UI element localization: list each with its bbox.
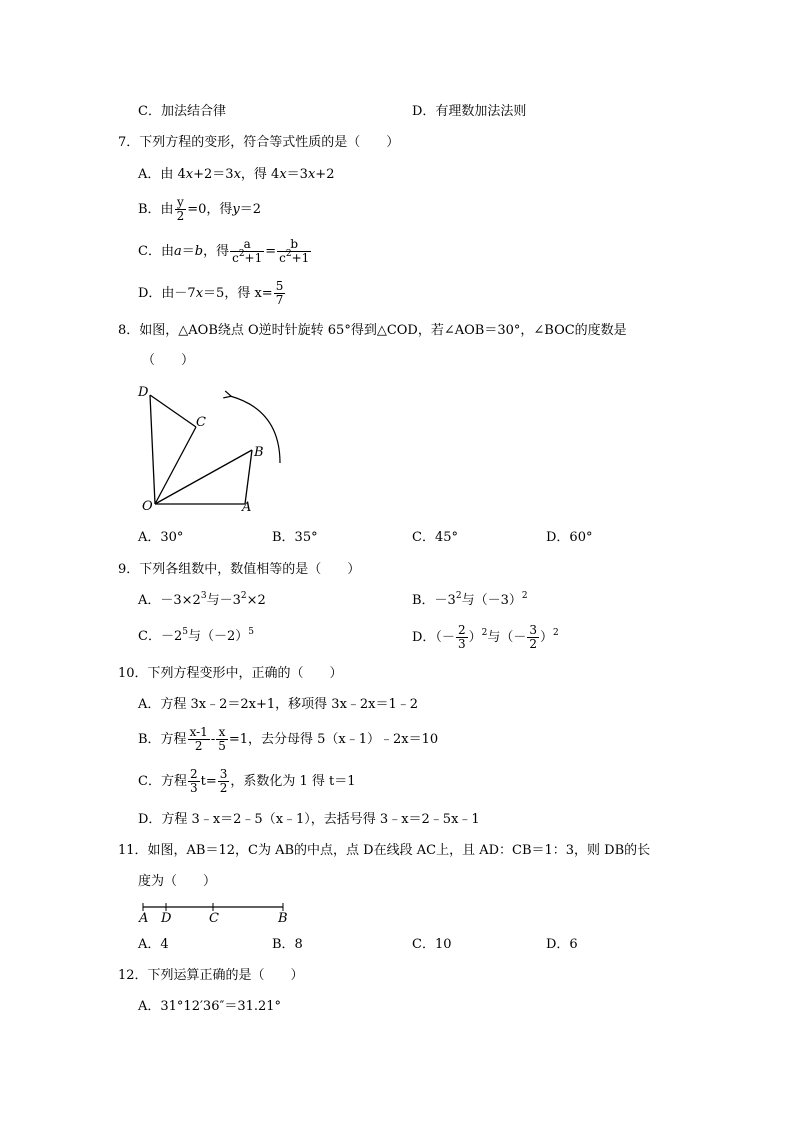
q8-stem-cont: （ ） bbox=[142, 353, 195, 368]
fraction: $\frac{2}{3}$ bbox=[189, 767, 198, 795]
label-b: B bbox=[254, 445, 264, 460]
q11-option-c: C．10 bbox=[412, 937, 452, 952]
q10-stem: 10．下列方程变形中，正确的（ ） bbox=[118, 666, 343, 681]
label-a: A bbox=[139, 911, 149, 926]
q11-option-b: B．8 bbox=[272, 937, 303, 952]
q11-stem-cont: 度为（ ） bbox=[138, 874, 217, 889]
q9-option-d: D．（－ $\frac{2}{3}$ ）$^2$与（－ $\frac{3}{2}$ ）$^2$ bbox=[412, 623, 559, 651]
q8-option-b: B．35° bbox=[272, 530, 318, 545]
fraction: $\frac{y}{2}$ bbox=[176, 195, 185, 223]
q7-option-c: C．由a＝b，得 $\frac{a}{c^2+1}$ = $\frac{b}{c^2+1}$ bbox=[138, 237, 310, 265]
segment-dc bbox=[150, 395, 196, 427]
q10-option-b: B．方程 $\frac{x-1}{2}$ - $\frac{x}{5}$ =1，去分母得 5（x﹣1）﹣2x＝10 bbox=[138, 725, 439, 753]
q10-option-c: C．方程 $\frac{2}{3}$ t= $\frac{3}{2}$ ，系数化为 1 得 t＝1 bbox=[138, 767, 356, 795]
label-c: C bbox=[209, 911, 219, 926]
fraction: $\frac{3}{2}$ bbox=[529, 623, 537, 651]
q11-option-a: A．4 bbox=[138, 937, 169, 952]
q11-option-d: D．6 bbox=[546, 937, 578, 952]
q10-option-a: A．方程 3x﹣2＝2x+1，移项得 3x﹣2x＝1﹣2 bbox=[138, 697, 419, 712]
fraction: $\frac{2}{3}$ bbox=[457, 623, 466, 651]
segment-ba bbox=[245, 450, 252, 504]
label-c: C bbox=[196, 415, 206, 430]
q8-option-d: D．60° bbox=[546, 530, 593, 545]
rotation-figure bbox=[130, 380, 300, 520]
label-d: D bbox=[138, 385, 149, 400]
q9-option-c: C．$-2^5$与$(-2)^5$ bbox=[138, 627, 254, 644]
label-b: B bbox=[278, 911, 288, 926]
fraction: $\frac{a}{c^2+1}$ bbox=[232, 237, 263, 265]
fraction: $\frac{x}{5}$ bbox=[218, 725, 226, 753]
fraction: $\frac{x-1}{2}$ bbox=[189, 725, 208, 753]
fraction: $\frac{5}{7}$ bbox=[275, 279, 284, 307]
q9-stem: 9．下列各组数中，数值相等的是（ ） bbox=[118, 562, 361, 577]
segment-figure bbox=[135, 898, 295, 928]
label-d: D bbox=[161, 911, 172, 926]
q12-option-a: A．31°12′36″＝31.21° bbox=[138, 999, 282, 1014]
q9-option-a: A．$-3\times 2^3$与$-3^2\times 2$ bbox=[138, 591, 266, 608]
q6-option-c: C．加法结合律 bbox=[138, 104, 226, 119]
q10-option-d: D．方程 3﹣x＝2﹣5（x﹣1），去括号得 3﹣x＝2﹣5x﹣1 bbox=[138, 812, 480, 827]
fraction: $\frac{3}{2}$ bbox=[219, 767, 228, 795]
q7-option-b: B．由 $\frac{y}{2}$ =0，得y＝2 bbox=[138, 195, 262, 223]
label-o: O bbox=[142, 499, 153, 514]
fraction: $\frac{b}{c^2+1}$ bbox=[279, 237, 310, 265]
label-a: A bbox=[242, 500, 252, 515]
q11-stem: 11．如图，AB＝12，C为 AB的中点，点 D在线段 AC上，且 AD：CB＝1：3，则 DB的长 bbox=[118, 843, 651, 858]
q7-stem: 7．下列方程的变形，符合等式性质的是（ ） bbox=[118, 135, 400, 150]
q6-option-d: D．有理数加法法则 bbox=[412, 104, 527, 119]
q7-option-a: A．由 4x+2＝3x，得 4x＝3x+2 bbox=[138, 167, 335, 182]
q8-option-a: A．30° bbox=[138, 530, 184, 545]
q12-stem: 12．下列运算正确的是（ ） bbox=[118, 968, 304, 983]
q9-option-b: B．$-3^2$与$(-3)^2$ bbox=[412, 591, 528, 608]
q8-option-c: C．45° bbox=[412, 530, 458, 545]
q7-option-d: D．由－7x＝5，得 x= $\frac{5}{7}$ bbox=[138, 279, 284, 307]
segment-od bbox=[150, 395, 155, 504]
q8-stem: 8．如图，△AOB绕点 O逆时针旋转 65°得到△COD，若∠AOB＝30°，∠BOC的度数是 bbox=[118, 323, 627, 338]
